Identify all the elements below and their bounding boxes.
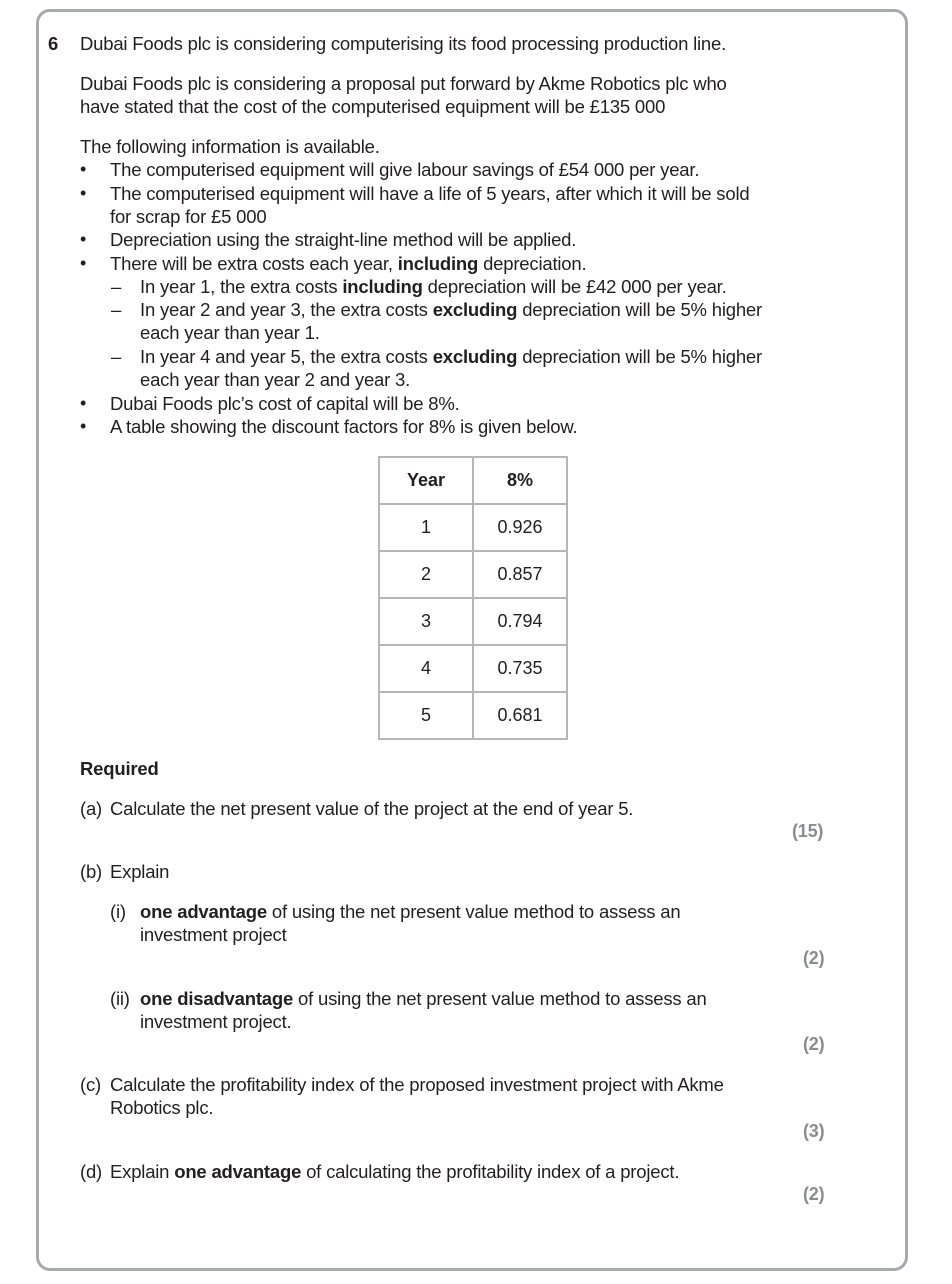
sub-bullet-year-2-3-line-2: each year than year 1.: [140, 322, 320, 343]
dash-icon: –: [111, 276, 122, 297]
table-row: [379, 692, 567, 739]
discount-factor-table: [378, 456, 568, 740]
table-row: [379, 598, 567, 645]
sub-bullet-year-4-5: In year 4 and year 5, the extra costs excluding depreciation will be 5% higher: [140, 346, 762, 367]
factor-cell: 0.681: [473, 692, 567, 739]
question-intro: Dubai Foods plc is considering computerising its food processing production line.: [80, 33, 727, 54]
part-d-marks: (2): [803, 1184, 825, 1204]
part-c-text: Calculate the profitability index of the proposed investment project with Akme: [110, 1074, 724, 1095]
table-header-row: [379, 457, 567, 504]
year-cell: 3: [379, 598, 473, 645]
bullet-life-line-2: for scrap for £5 000: [110, 206, 267, 227]
table-row: [379, 551, 567, 598]
part-a-text: Calculate the net present value of the project at the end of year 5.: [110, 798, 634, 819]
year-cell: 2: [379, 551, 473, 598]
bullet-extra-costs: There will be extra costs each year, including depreciation.: [110, 253, 587, 274]
part-d-label: (d): [80, 1161, 103, 1182]
bullet-icon: •: [80, 229, 87, 249]
part-a-marks: (15): [792, 821, 824, 841]
part-b-i-marks: (2): [803, 948, 825, 968]
bullet-icon: •: [80, 416, 87, 436]
header-year: Year: [379, 457, 473, 504]
part-b-ii-label: (ii): [110, 988, 130, 1009]
proposal-line-2: have stated that the cost of the computerised equipment will be £135 000: [80, 96, 666, 117]
factor-cell: 0.926: [473, 504, 567, 551]
part-c-marks: (3): [803, 1121, 825, 1141]
part-b-i-text: one advantage of using the net present value method to assess an: [140, 901, 681, 922]
factor-cell: 0.794: [473, 598, 567, 645]
factor-cell: 0.857: [473, 551, 567, 598]
bullet-icon: •: [80, 159, 87, 179]
required-heading: Required: [80, 758, 159, 779]
bullet-discount-table: A table showing the discount factors for 8% is given below.: [110, 416, 578, 437]
year-cell: 4: [379, 645, 473, 692]
header-rate: 8%: [473, 457, 567, 504]
sub-bullet-year-4-5-line-2: each year than year 2 and year 3.: [140, 369, 411, 390]
part-d-text: Explain one advantage of calculating the profitability index of a project.: [110, 1161, 680, 1182]
sub-bullet-year-2-3: In year 2 and year 3, the extra costs excluding depreciation will be 5% higher: [140, 299, 762, 320]
bullet-icon: •: [80, 253, 87, 273]
proposal-line-1: Dubai Foods plc is considering a proposal put forward by Akme Robotics plc who: [80, 73, 727, 94]
part-c-text-line-2: Robotics plc.: [110, 1097, 214, 1118]
bullet-icon: •: [80, 393, 87, 413]
sub-bullet-year-1: In year 1, the extra costs including depreciation will be £42 000 per year.: [140, 276, 727, 297]
part-b-label: (b): [80, 861, 103, 882]
part-b-i-text-line-2: investment project: [140, 924, 287, 945]
bullet-cost-of-capital: Dubai Foods plc’s cost of capital will be 8%.: [110, 393, 460, 414]
part-b-i-label: (i): [110, 901, 126, 922]
bullet-life-line-1: The computerised equipment will have a life of 5 years, after which it will be sold: [110, 183, 750, 204]
part-c-label: (c): [80, 1074, 101, 1095]
part-b-text: Explain: [110, 861, 170, 882]
year-cell: 1: [379, 504, 473, 551]
dash-icon: –: [111, 299, 122, 320]
year-cell: 5: [379, 692, 473, 739]
part-b-ii-marks: (2): [803, 1034, 825, 1054]
factor-cell: 0.735: [473, 645, 567, 692]
table-row: [379, 504, 567, 551]
part-b-ii-text-line-2: investment project.: [140, 1011, 292, 1032]
bullet-icon: •: [80, 183, 87, 203]
part-b-ii-text: one disadvantage of using the net present value method to assess an: [140, 988, 707, 1009]
part-a-label: (a): [80, 798, 103, 819]
question-number: 6: [48, 33, 59, 54]
bullet-labour-savings: The computerised equipment will give labour savings of £54 000 per year.: [110, 159, 700, 180]
table-row: [379, 645, 567, 692]
info-heading: The following information is available.: [80, 136, 380, 157]
bullet-depreciation: Depreciation using the straight-line method will be applied.: [110, 229, 577, 250]
dash-icon: –: [111, 346, 122, 367]
